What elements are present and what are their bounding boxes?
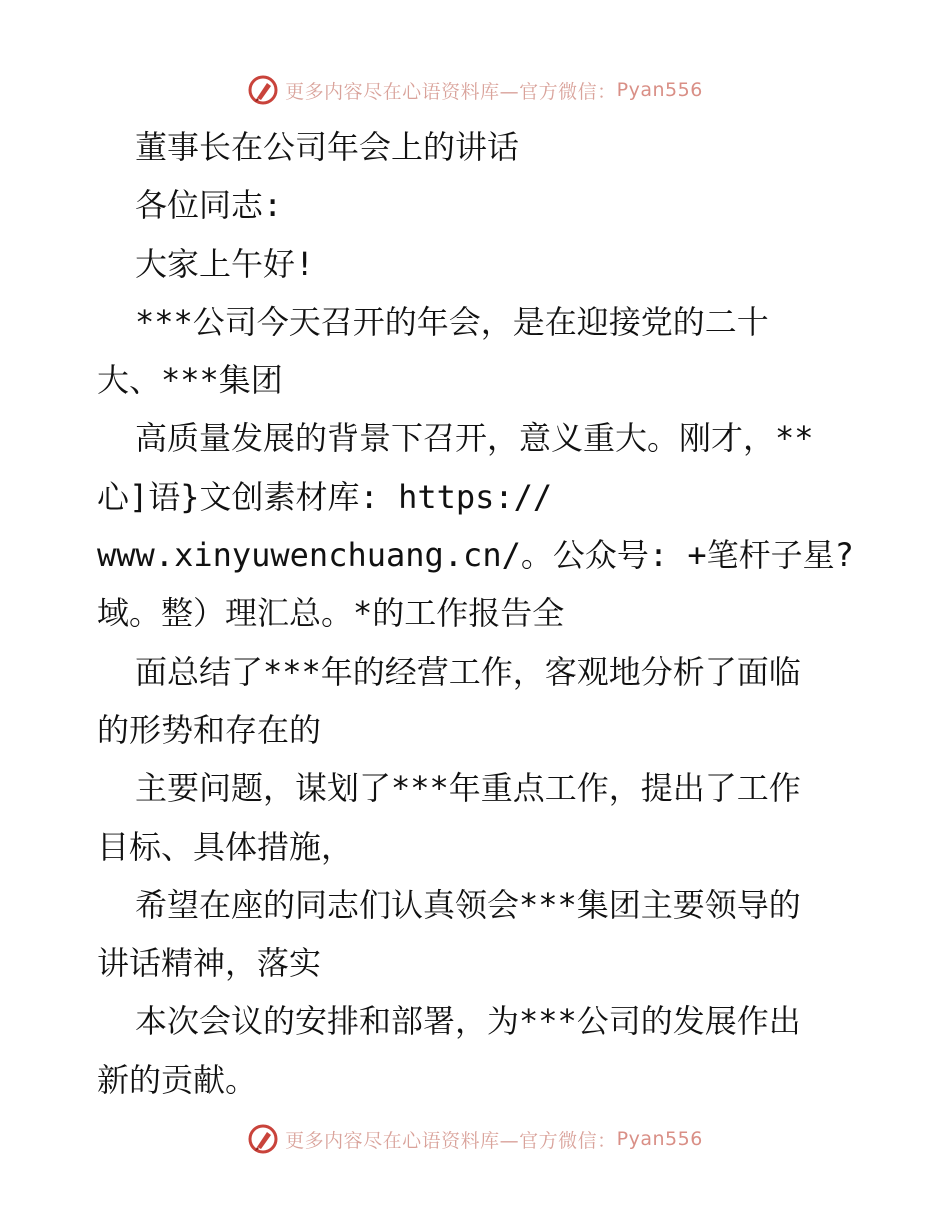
document-line: ***公司今天召开的年会，是在迎接党的二十: [135, 302, 769, 341]
watermark-text: 更多内容尽在心语资料库—官方微信：: [285, 1129, 617, 1152]
document-line: 讲话精神，落实: [97, 944, 322, 983]
document-line: 主要问题，谋划了***年重点工作，提出了工作: [135, 769, 801, 808]
document-line: 各位同志:: [135, 186, 283, 225]
watermark-wechat-id: Pyan556: [616, 79, 703, 101]
document-line: 面总结了***年的经营工作，客观地分析了面临: [135, 652, 801, 691]
watermark-wechat-id: Pyan556: [616, 1128, 703, 1150]
document-line: 心]语}文创素材库: https://: [97, 477, 553, 516]
footer-watermark: [0, 1119, 950, 1159]
document-line: 大、***集团: [97, 361, 283, 400]
pen-nib-logo-icon: [247, 1123, 279, 1155]
document-title: 董事长在公司年会上的讲话: [135, 128, 520, 166]
pen-nib-logo-icon: [247, 74, 279, 106]
header-watermark: [0, 70, 950, 110]
document-line: 目标、具体措施，: [97, 827, 354, 866]
document-body: [97, 118, 867, 1109]
document-line: 域。整）理汇总。*的工作报告全: [97, 594, 565, 633]
document-line: 的形势和存在的: [97, 710, 322, 749]
document-line: 新的贡献。: [97, 1060, 258, 1099]
document-line: 大家上午好!: [135, 244, 315, 283]
document-line: www.xinyuwenchuang.cn/。公众号: +笔杆子星?: [97, 536, 854, 575]
document-line: 本次会议的安排和部署，为***公司的发展作出: [135, 1002, 801, 1041]
document-line: 高质量发展的背景下召开，意义重大。刚才，**: [135, 419, 814, 458]
watermark-text: 更多内容尽在心语资料库—官方微信：: [285, 80, 617, 103]
document-line: 希望在座的同志们认真领会***集团主要领导的: [135, 885, 801, 924]
